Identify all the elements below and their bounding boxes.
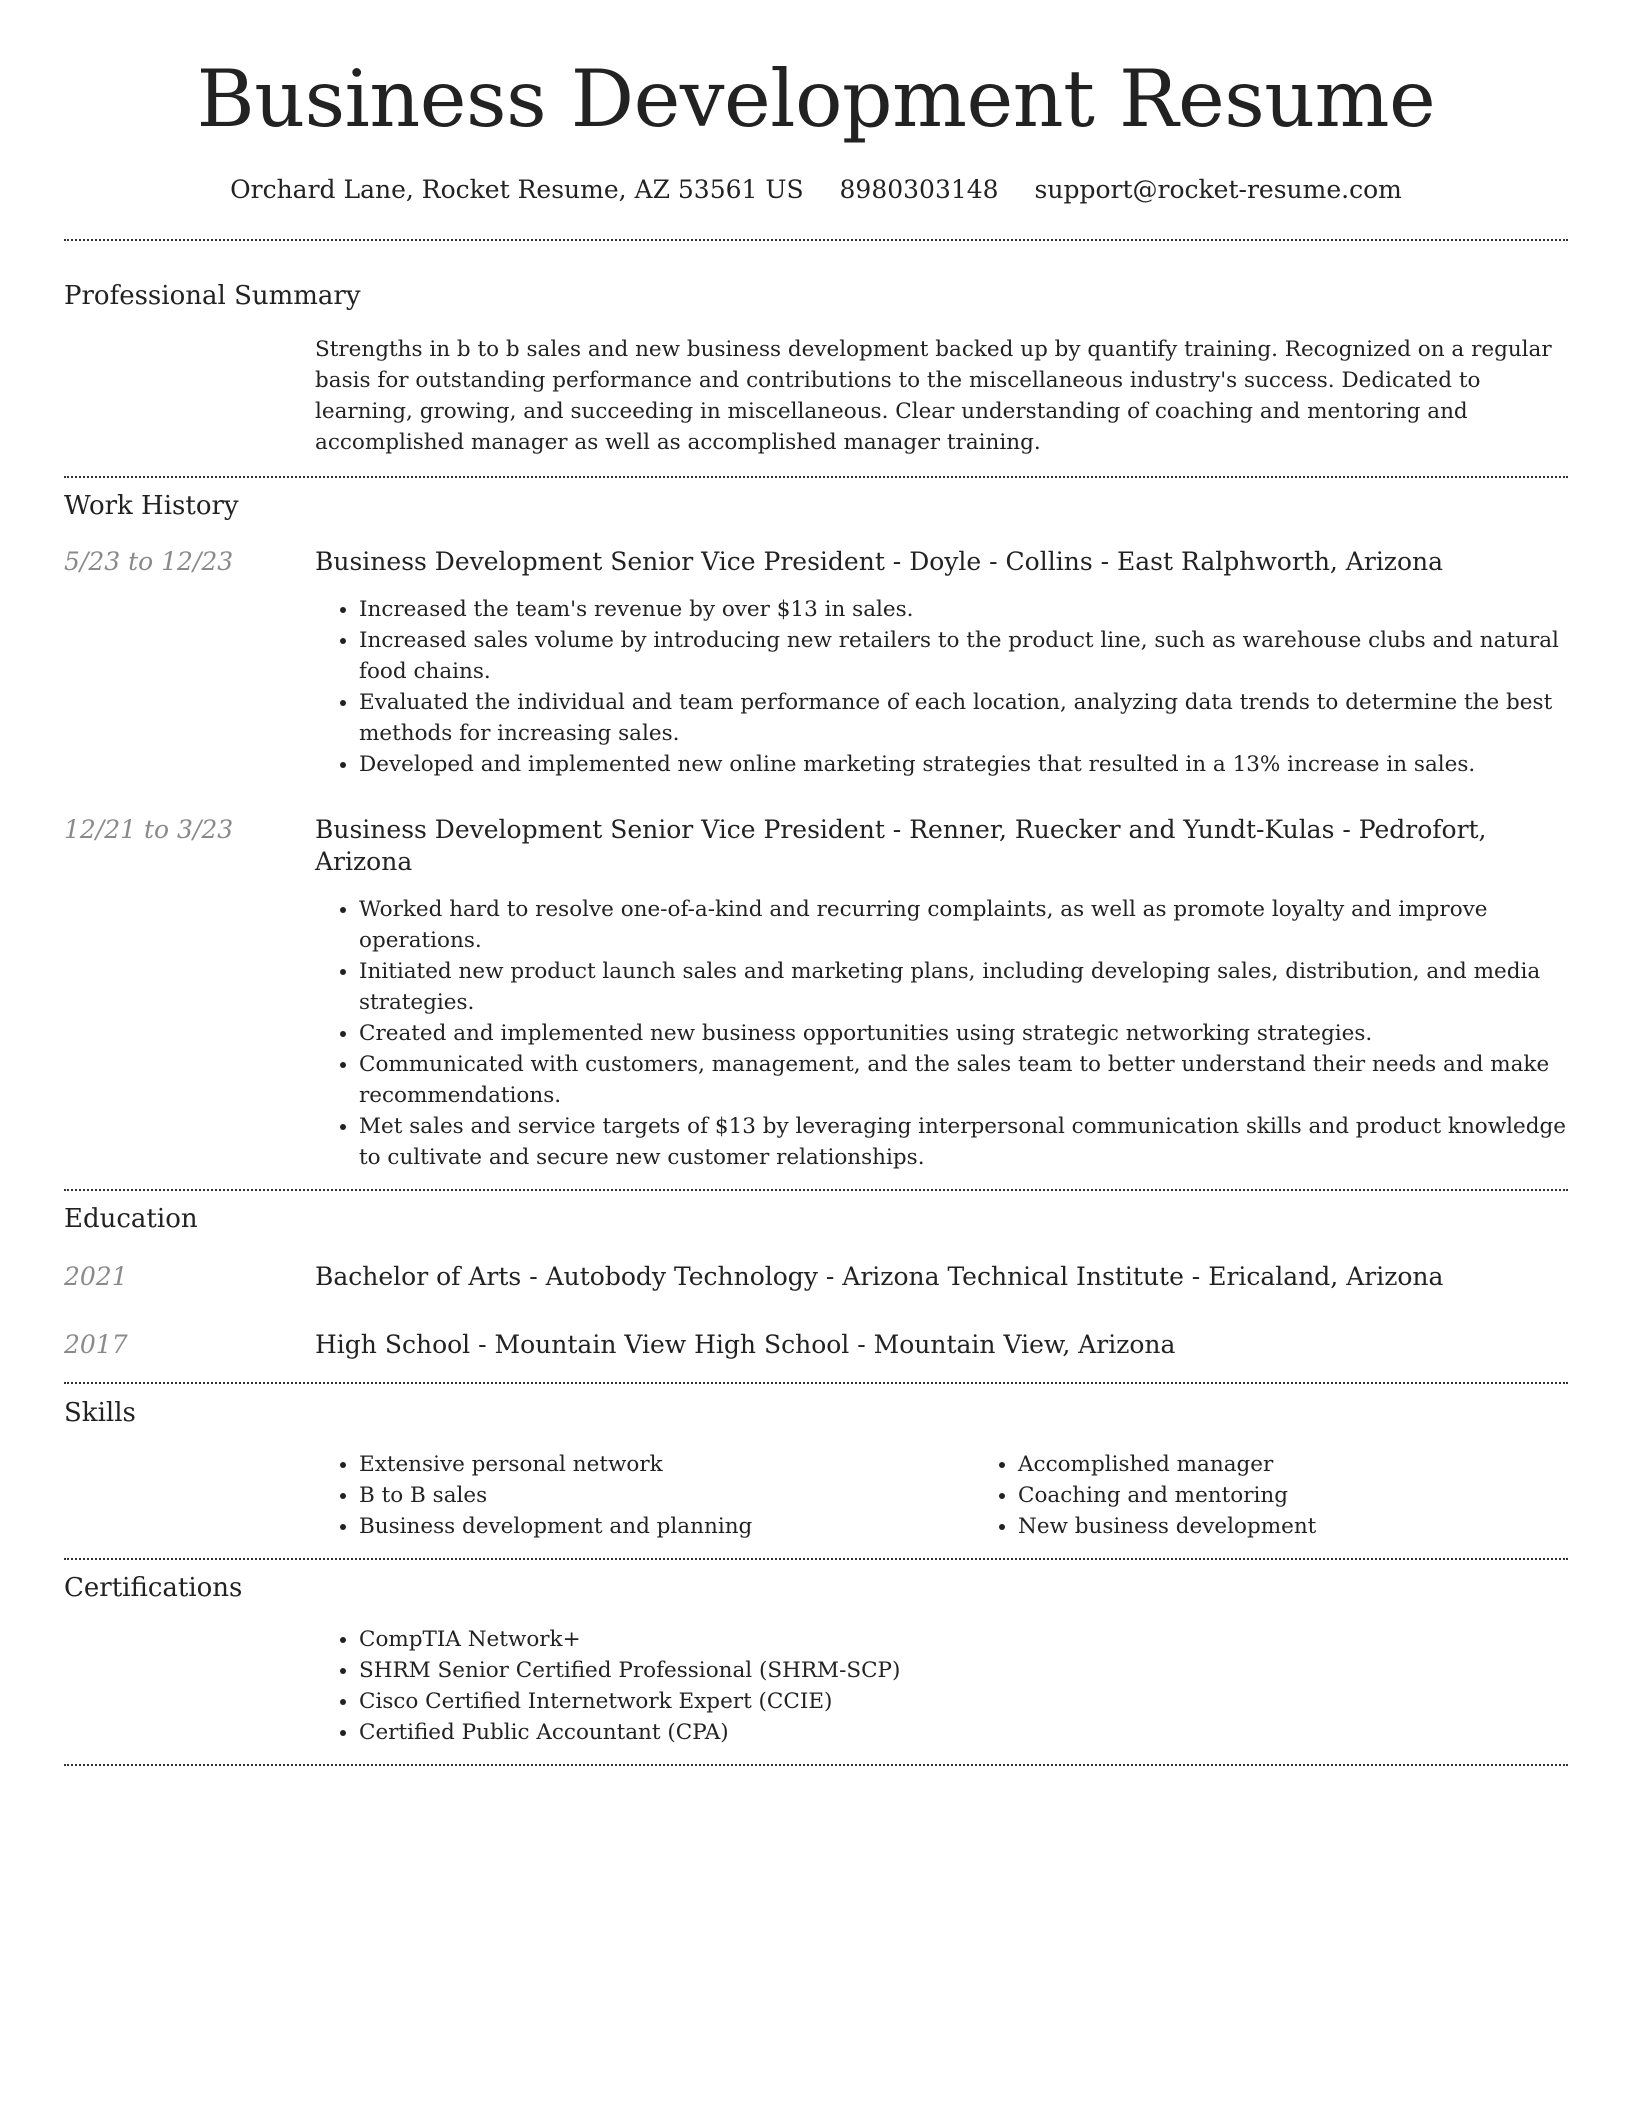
education-year: 2017 bbox=[64, 1329, 128, 1359]
list-item: • B to B sales bbox=[359, 1480, 974, 1511]
job-bullets bbox=[315, 894, 1568, 1173]
education-year: 2021 bbox=[64, 1261, 128, 1291]
job-bullets bbox=[315, 594, 1568, 780]
skills-list-left bbox=[315, 1449, 974, 1542]
section-heading-work: Work History bbox=[64, 490, 239, 521]
section-heading-certifications: Certifications bbox=[64, 1572, 243, 1603]
list-item: • Communicated with customers, management, and the sales team to better understand their needs and make recommendations. bbox=[359, 1049, 1568, 1111]
list-item: • New business development bbox=[1018, 1511, 1632, 1542]
list-item: • Developed and implemented new online marketing strategies that resulted in a 13% increase in sales. bbox=[359, 749, 1568, 780]
certifications-list bbox=[315, 1624, 1568, 1748]
list-item: • Increased sales volume by introducing new retailers to the product line, such as warehouse clubs and natural food chains. bbox=[359, 625, 1568, 687]
skills-section bbox=[64, 1384, 1568, 1542]
summary-section bbox=[64, 241, 1568, 458]
list-item: • SHRM Senior Certified Professional (SHRM-SCP) bbox=[359, 1655, 1568, 1686]
list-item: • Evaluated the individual and team performance of each location, analyzing data trends to determine the best methods for increasing sales. bbox=[359, 687, 1568, 749]
job-entry bbox=[64, 814, 1568, 878]
list-item: • Worked hard to resolve one-of-a-kind and recurring complaints, as well as promote loyalty and improve operations. bbox=[359, 894, 1568, 956]
education-text: Bachelor of Arts - Autobody Technology - Arizona Technical Institute - Ericaland, Arizona bbox=[315, 1261, 1444, 1291]
list-item: • Increased the team's revenue by over $13 in sales. bbox=[359, 594, 1568, 625]
skills-list-right bbox=[974, 1449, 1632, 1542]
education-text: High School - Mountain View High School - Mountain View, Arizona bbox=[315, 1329, 1176, 1359]
list-item: • Business development and planning bbox=[359, 1511, 974, 1542]
work-section bbox=[64, 478, 1568, 1173]
list-item: • CompTIA Network+ bbox=[359, 1624, 1568, 1655]
list-item: • Coaching and mentoring bbox=[1018, 1480, 1632, 1511]
contact-phone: 8980303148 bbox=[839, 174, 999, 204]
section-heading-skills: Skills bbox=[64, 1397, 136, 1428]
list-item: • Initiated new product launch sales and marketing plans, including developing sales, distribution, and media strategies. bbox=[359, 956, 1568, 1018]
contact-line bbox=[64, 175, 1568, 205]
job-dates: 5/23 to 12/23 bbox=[64, 546, 234, 576]
education-section bbox=[64, 1191, 1568, 1361]
summary-text: Strengths in b to b sales and new business development backed up by quantify training. Recognized on a regular basis for outstanding performance and contributions to the miscellaneous industry's success. Dedicated to learning, growing, and succeeding in miscellaneous. Clear understanding of coaching and mentoring and accomplished manager as well as accomplished manager training. bbox=[315, 336, 1552, 455]
list-item: • Extensive personal network bbox=[359, 1449, 974, 1480]
list-item: • Certified Public Accountant (CPA) bbox=[359, 1717, 1568, 1748]
section-heading-summary: Professional Summary bbox=[64, 280, 361, 311]
list-item: • Created and implemented new business opportunities using strategic networking strategies. bbox=[359, 1018, 1568, 1049]
job-title: Business Development Senior Vice President - Doyle - Collins - East Ralphworth, Arizona bbox=[315, 546, 1444, 576]
education-entry bbox=[64, 1329, 1568, 1361]
list-item: • Met sales and service targets of $13 by leveraging interpersonal communication skills and product knowledge to cultivate and secure new customer relationships. bbox=[359, 1111, 1568, 1173]
certifications-section bbox=[64, 1560, 1568, 1748]
job-dates: 12/21 to 3/23 bbox=[64, 814, 234, 844]
list-item: • Cisco Certified Internetwork Expert (CCIE) bbox=[359, 1686, 1568, 1717]
contact-email: support@rocket-resume.com bbox=[1034, 174, 1402, 204]
job-entry bbox=[64, 546, 1568, 578]
divider bbox=[64, 1764, 1568, 1766]
list-item: • Accomplished manager bbox=[1018, 1449, 1632, 1480]
resume-title: Business Development Resume bbox=[196, 53, 1436, 145]
job-title: Business Development Senior Vice President - Renner, Ruecker and Yundt-Kulas - Pedrofort, Arizona bbox=[315, 814, 1487, 876]
contact-address: Orchard Lane, Rocket Resume, AZ 53561 US bbox=[230, 174, 804, 204]
education-entry bbox=[64, 1261, 1568, 1293]
section-heading-education: Education bbox=[64, 1203, 198, 1234]
